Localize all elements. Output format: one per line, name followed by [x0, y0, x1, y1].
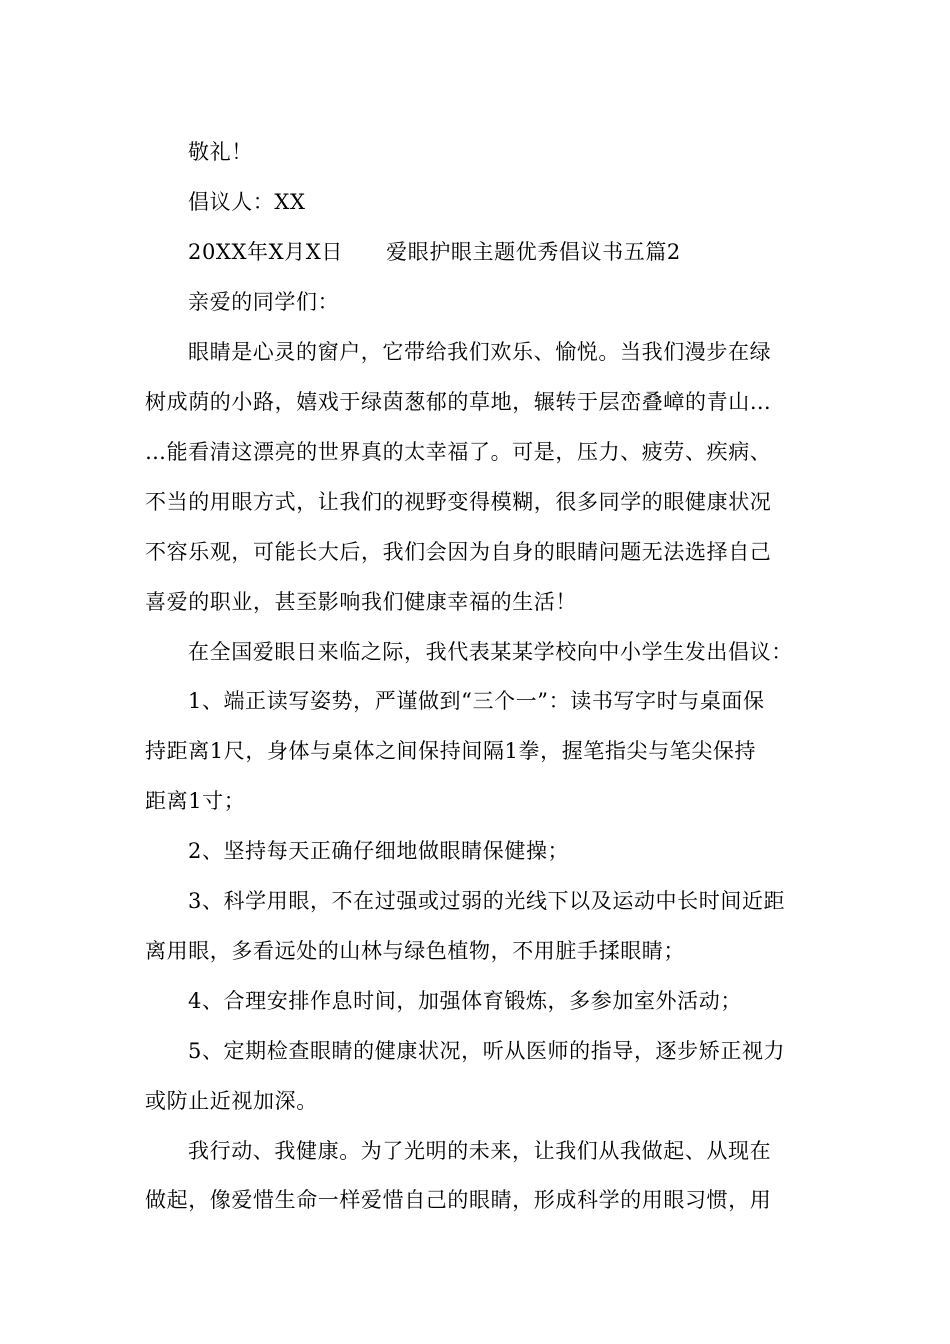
date-title-line: 20XX年X月X日 爱眼护眼主题优秀倡议书五篇2	[188, 240, 681, 264]
list-item-3-cont: 离用眼，多看远处的山林与绿色植物，不用脏手揉眼睛；	[145, 939, 685, 963]
closing-salutation: 敬礼！	[188, 140, 253, 164]
greeting-line: 亲爱的同学们：	[188, 290, 340, 314]
list-item-3: 3、科学用眼，不在过强或过弱的光线下以及运动中长时间近距	[188, 889, 786, 913]
list-item-5-cont: 或防止近视加深。	[145, 1089, 318, 1113]
paragraph-line: 在全国爱眼日来临之际，我代表某某学校向中小学生发出倡议：	[188, 640, 793, 664]
list-item-4: 4、合理安排作息时间，加强体育锻炼，多参加室外活动；	[188, 989, 742, 1013]
proposer-line: 倡议人：XX	[188, 190, 306, 214]
paragraph-line: 我行动、我健康。为了光明的未来，让我们从我做起、从现在	[188, 1139, 772, 1163]
paragraph-line: 不容乐观，可能长大后，我们会因为自身的眼睛问题无法选择自己	[145, 540, 772, 564]
paragraph-line: 眼睛是心灵的窗户，它带给我们欢乐、愉悦。当我们漫步在绿	[188, 340, 772, 364]
paragraph-line: …能看清这漂亮的世界真的太幸福了。可是，压力、疲劳、疾病、	[145, 440, 772, 464]
paragraph-line: 喜爱的职业，甚至影响我们健康幸福的生活！	[145, 590, 577, 614]
paragraph-line: 树成荫的小路，嬉戏于绿茵葱郁的草地，辗转于层峦叠嶂的青山…	[145, 390, 772, 414]
list-item-2: 2、坚持每天正确仔细地做眼睛保健操；	[188, 839, 570, 863]
list-item-1-cont: 持距离1尺，身体与桌体之间保持间隔1拳，握笔指尖与笔尖保持	[145, 739, 757, 763]
list-item-1: 1、端正读写姿势，严谨做到“三个一”：读书写字时与桌面保	[188, 689, 765, 713]
paragraph-line: 做起，像爱惜生命一样爱惜自己的眼睛，形成科学的用眼习惯，用	[145, 1188, 772, 1212]
list-item-5: 5、定期检查眼睛的健康状况，听从医师的指导，逐步矫正视力	[188, 1039, 786, 1063]
paragraph-line: 不当的用眼方式，让我们的视野变得模糊，很多同学的眼健康状况	[145, 490, 772, 514]
list-item-1-cont: 距离1寸；	[145, 789, 246, 813]
